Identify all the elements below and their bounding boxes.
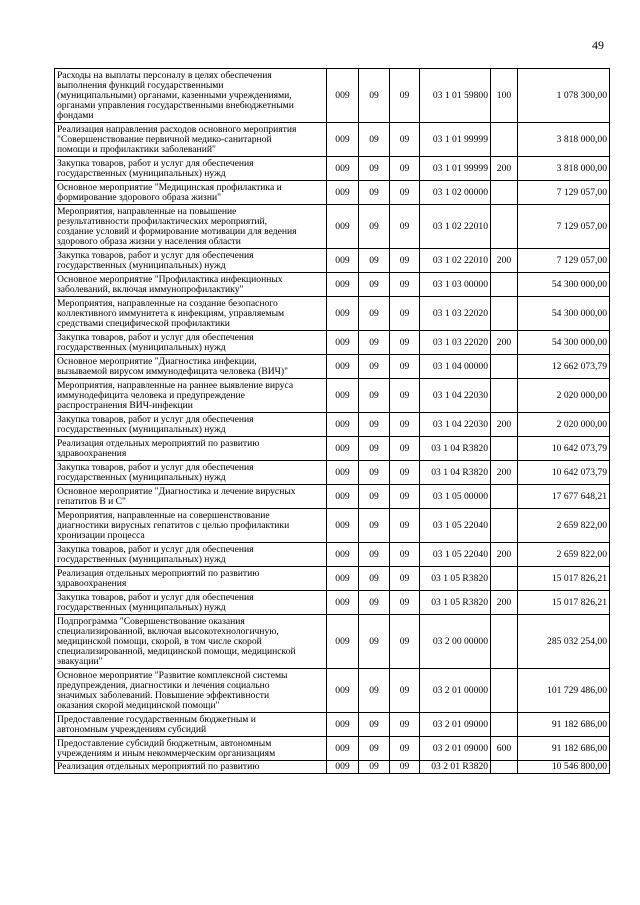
item-name: Закупка товаров, работ и услуг для обеспечения государственных (муниципальных) нужд <box>55 249 327 273</box>
target-article-code: 03 1 04 00000 <box>420 355 491 379</box>
table-row <box>55 737 610 761</box>
ministry-code: 009 <box>327 567 359 591</box>
subsection-code: 09 <box>390 69 420 123</box>
amount: 7 129 057,00 <box>518 249 610 273</box>
expense-type-code: 200 <box>491 157 518 181</box>
target-article-code: 03 1 04 R3820 <box>420 461 491 485</box>
item-name: Реализация отдельных мероприятий по развитию здравоохранения <box>55 437 327 461</box>
expense-type-code <box>491 355 518 379</box>
ministry-code: 009 <box>327 123 359 157</box>
subsection-code: 09 <box>390 273 420 297</box>
amount: 54 300 000,00 <box>518 273 610 297</box>
expense-type-code <box>491 123 518 157</box>
item-name: Закупка товаров, работ и услуг для обеспечения государственных (муниципальных) нужд <box>55 461 327 485</box>
target-article-code: 03 2 00 00000 <box>420 615 491 669</box>
item-name: Основное мероприятие "Диагностика и лечение вирусных гепатитов В и С" <box>55 485 327 509</box>
section-code: 09 <box>359 413 390 437</box>
subsection-code: 09 <box>390 297 420 331</box>
table-row <box>55 437 610 461</box>
item-name: Мероприятия, направленные на раннее выявление вируса иммунодефицита человека и предупреждение распространения ВИЧ-инфекции <box>55 379 327 413</box>
target-article-code: 03 1 04 22030 <box>420 413 491 437</box>
ministry-code: 009 <box>327 331 359 355</box>
amount: 285 032 254,00 <box>518 615 610 669</box>
amount: 2 020 000,00 <box>518 379 610 413</box>
section-code: 09 <box>359 123 390 157</box>
target-article-code: 03 1 05 00000 <box>420 485 491 509</box>
ministry-code: 009 <box>327 615 359 669</box>
target-article-code: 03 2 01 09000 <box>420 737 491 761</box>
subsection-code: 09 <box>390 331 420 355</box>
expense-type-code <box>491 379 518 413</box>
table-row <box>55 205 610 249</box>
expense-type-code <box>491 567 518 591</box>
budget-table <box>54 68 610 774</box>
subsection-code: 09 <box>390 509 420 543</box>
item-name: Подпрограмма "Совершенствование оказания специализированной, включая высокотехнологичную, медицинской помощи, скорой, в том числе скорой специализированной, медицинской помощи, медицинской эвакуации" <box>55 615 327 669</box>
target-article-code: 03 1 03 00000 <box>420 273 491 297</box>
subsection-code: 09 <box>390 615 420 669</box>
target-article-code: 03 1 05 R3820 <box>420 591 491 615</box>
section-code: 09 <box>359 355 390 379</box>
amount: 15 017 826,21 <box>518 567 610 591</box>
table-row <box>55 379 610 413</box>
expense-type-code <box>491 713 518 737</box>
ministry-code: 009 <box>327 591 359 615</box>
section-code: 09 <box>359 485 390 509</box>
ministry-code: 009 <box>327 761 359 774</box>
amount: 2 659 822,00 <box>518 509 610 543</box>
item-name: Предоставление субсидий бюджетным, автономным учреждениям и иным некоммерческим организациям <box>55 737 327 761</box>
ministry-code: 009 <box>327 509 359 543</box>
ministry-code: 009 <box>327 181 359 205</box>
amount: 15 017 826,21 <box>518 591 610 615</box>
target-article-code: 03 1 04 R3820 <box>420 437 491 461</box>
table-body <box>55 69 610 774</box>
ministry-code: 009 <box>327 379 359 413</box>
expense-type-code: 600 <box>491 737 518 761</box>
ministry-code: 009 <box>327 485 359 509</box>
target-article-code: 03 2 01 09000 <box>420 713 491 737</box>
section-code: 09 <box>359 297 390 331</box>
ministry-code: 009 <box>327 461 359 485</box>
amount: 91 182 686,00 <box>518 737 610 761</box>
item-name: Мероприятия, направленные на создание безопасного коллективного иммунитета к инфекциям, управляемым средствами специфической профилактики <box>55 297 327 331</box>
subsection-code: 09 <box>390 669 420 713</box>
subsection-code: 09 <box>390 123 420 157</box>
target-article-code: 03 1 02 00000 <box>420 181 491 205</box>
subsection-code: 09 <box>390 413 420 437</box>
section-code: 09 <box>359 331 390 355</box>
ministry-code: 009 <box>327 355 359 379</box>
table-row <box>55 669 610 713</box>
table-row <box>55 157 610 181</box>
section-code: 09 <box>359 69 390 123</box>
section-code: 09 <box>359 379 390 413</box>
subsection-code: 09 <box>390 437 420 461</box>
expense-type-code <box>491 181 518 205</box>
amount: 1 078 300,00 <box>518 69 610 123</box>
table-row <box>55 249 610 273</box>
amount: 2 020 000,00 <box>518 413 610 437</box>
section-code: 09 <box>359 205 390 249</box>
item-name: Закупка товаров, работ и услуг для обеспечения государственных (муниципальных) нужд <box>55 413 327 437</box>
target-article-code: 03 1 02 22010 <box>420 205 491 249</box>
table-row <box>55 355 610 379</box>
amount: 54 300 000,00 <box>518 297 610 331</box>
expense-type-code <box>491 509 518 543</box>
amount: 54 300 000,00 <box>518 331 610 355</box>
item-name: Закупка товаров, работ и услуг для обеспечения государственных (муниципальных) нужд <box>55 331 327 355</box>
section-code: 09 <box>359 737 390 761</box>
table-row <box>55 509 610 543</box>
section-code: 09 <box>359 181 390 205</box>
item-name: Мероприятия, направленные на повышение результативности профилактических мероприятий, создание условий и формирование мотивации для ведения здорового образа жизни у населения области <box>55 205 327 249</box>
subsection-code: 09 <box>390 355 420 379</box>
table-row <box>55 713 610 737</box>
section-code: 09 <box>359 157 390 181</box>
section-code: 09 <box>359 543 390 567</box>
subsection-code: 09 <box>390 249 420 273</box>
subsection-code: 09 <box>390 379 420 413</box>
amount: 7 129 057,00 <box>518 181 610 205</box>
target-article-code: 03 1 03 22020 <box>420 331 491 355</box>
expense-type-code <box>491 437 518 461</box>
item-name: Основное мероприятие "Профилактика инфекционных заболеваний, включая иммунопрофилактику" <box>55 273 327 297</box>
section-code: 09 <box>359 761 390 774</box>
expense-type-code: 100 <box>491 69 518 123</box>
expense-type-code <box>491 761 518 774</box>
item-name: Мероприятия, направленные на совершенствование диагностики вирусных гепатитов с целью профилактики хронизации процесса <box>55 509 327 543</box>
subsection-code: 09 <box>390 761 420 774</box>
ministry-code: 009 <box>327 737 359 761</box>
expense-type-code: 200 <box>491 543 518 567</box>
target-article-code: 03 1 01 59800 <box>420 69 491 123</box>
item-name: Основное мероприятие "Медицинская профилактика и формирование здорового образа жизни" <box>55 181 327 205</box>
expense-type-code <box>491 273 518 297</box>
subsection-code: 09 <box>390 181 420 205</box>
ministry-code: 009 <box>327 205 359 249</box>
ministry-code: 009 <box>327 297 359 331</box>
item-name: Закупка товаров, работ и услуг для обеспечения государственных (муниципальных) нужд <box>55 543 327 567</box>
item-name: Предоставление государственным бюджетным и автономным учреждениям субсидий <box>55 713 327 737</box>
target-article-code: 03 1 02 22010 <box>420 249 491 273</box>
table-row <box>55 567 610 591</box>
subsection-code: 09 <box>390 737 420 761</box>
ministry-code: 009 <box>327 273 359 297</box>
item-name: Закупка товаров, работ и услуг для обеспечения государственных (муниципальных) нужд <box>55 157 327 181</box>
section-code: 09 <box>359 713 390 737</box>
ministry-code: 009 <box>327 669 359 713</box>
table-row <box>55 273 610 297</box>
ministry-code: 009 <box>327 437 359 461</box>
target-article-code: 03 1 01 99999 <box>420 157 491 181</box>
expense-type-code: 200 <box>491 413 518 437</box>
section-code: 09 <box>359 615 390 669</box>
expense-type-code <box>491 669 518 713</box>
target-article-code: 03 1 03 22020 <box>420 297 491 331</box>
section-code: 09 <box>359 273 390 297</box>
expense-type-code: 200 <box>491 591 518 615</box>
item-name: Реализация отдельных мероприятий по развитию здравоохранения <box>55 567 327 591</box>
ministry-code: 009 <box>327 157 359 181</box>
table-row <box>55 461 610 485</box>
subsection-code: 09 <box>390 591 420 615</box>
section-code: 09 <box>359 461 390 485</box>
target-article-code: 03 1 01 99999 <box>420 123 491 157</box>
subsection-code: 09 <box>390 461 420 485</box>
table-row <box>55 591 610 615</box>
expense-type-code <box>491 297 518 331</box>
table-row <box>55 413 610 437</box>
section-code: 09 <box>359 249 390 273</box>
section-code: 09 <box>359 669 390 713</box>
section-code: 09 <box>359 437 390 461</box>
table-row <box>55 543 610 567</box>
amount: 17 677 648,21 <box>518 485 610 509</box>
amount: 3 818 000,00 <box>518 123 610 157</box>
amount: 2 659 822,00 <box>518 543 610 567</box>
ministry-code: 009 <box>327 249 359 273</box>
table-row <box>55 331 610 355</box>
amount: 3 818 000,00 <box>518 157 610 181</box>
table-row <box>55 69 610 123</box>
item-name: Реализация направления расходов основного мероприятия "Совершенствование первичной медико-санитарной помощи и профилактики заболеваний" <box>55 123 327 157</box>
item-name: Закупка товаров, работ и услуг для обеспечения государственных (муниципальных) нужд <box>55 591 327 615</box>
subsection-code: 09 <box>390 713 420 737</box>
target-article-code: 03 2 01 R3820 <box>420 761 491 774</box>
amount: 10 642 073,79 <box>518 461 610 485</box>
expense-type-code <box>491 485 518 509</box>
subsection-code: 09 <box>390 157 420 181</box>
item-name: Основное мероприятие "Развитие комплексной системы предупреждения, диагностики и лечения социально значимых заболеваний. Повышение эффективности оказания скорой медицинской помощи" <box>55 669 327 713</box>
subsection-code: 09 <box>390 543 420 567</box>
expense-type-code <box>491 205 518 249</box>
section-code: 09 <box>359 509 390 543</box>
amount: 101 729 486,00 <box>518 669 610 713</box>
target-article-code: 03 1 05 22040 <box>420 509 491 543</box>
subsection-code: 09 <box>390 485 420 509</box>
amount: 91 182 686,00 <box>518 713 610 737</box>
table-row <box>55 485 610 509</box>
amount: 7 129 057,00 <box>518 205 610 249</box>
item-name: Реализация отдельных мероприятий по развитию <box>55 761 327 774</box>
amount: 10 642 073,79 <box>518 437 610 461</box>
amount: 10 546 800,00 <box>518 761 610 774</box>
target-article-code: 03 1 05 R3820 <box>420 567 491 591</box>
target-article-code: 03 2 01 00000 <box>420 669 491 713</box>
expense-type-code: 200 <box>491 461 518 485</box>
table-row <box>55 761 610 774</box>
expense-type-code: 200 <box>491 249 518 273</box>
ministry-code: 009 <box>327 413 359 437</box>
page-number: 49 <box>592 38 604 52</box>
expense-type-code: 200 <box>491 331 518 355</box>
ministry-code: 009 <box>327 543 359 567</box>
ministry-code: 009 <box>327 69 359 123</box>
section-code: 09 <box>359 567 390 591</box>
table-row <box>55 181 610 205</box>
subsection-code: 09 <box>390 567 420 591</box>
item-name: Основное мероприятие "Диагностика инфекции, вызываемой вирусом иммунодефицита человека (ВИЧ)" <box>55 355 327 379</box>
expense-type-code <box>491 615 518 669</box>
table-row <box>55 297 610 331</box>
ministry-code: 009 <box>327 713 359 737</box>
target-article-code: 03 1 05 22040 <box>420 543 491 567</box>
target-article-code: 03 1 04 22030 <box>420 379 491 413</box>
table-row <box>55 615 610 669</box>
section-code: 09 <box>359 591 390 615</box>
table-row <box>55 123 610 157</box>
amount: 12 662 073,79 <box>518 355 610 379</box>
item-name: Расходы на выплаты персоналу в целях обеспечения выполнения функций государственными (муниципальными) органами, казенными учреждениями, органами управления государственными внебюджетными фондами <box>55 69 327 123</box>
subsection-code: 09 <box>390 205 420 249</box>
